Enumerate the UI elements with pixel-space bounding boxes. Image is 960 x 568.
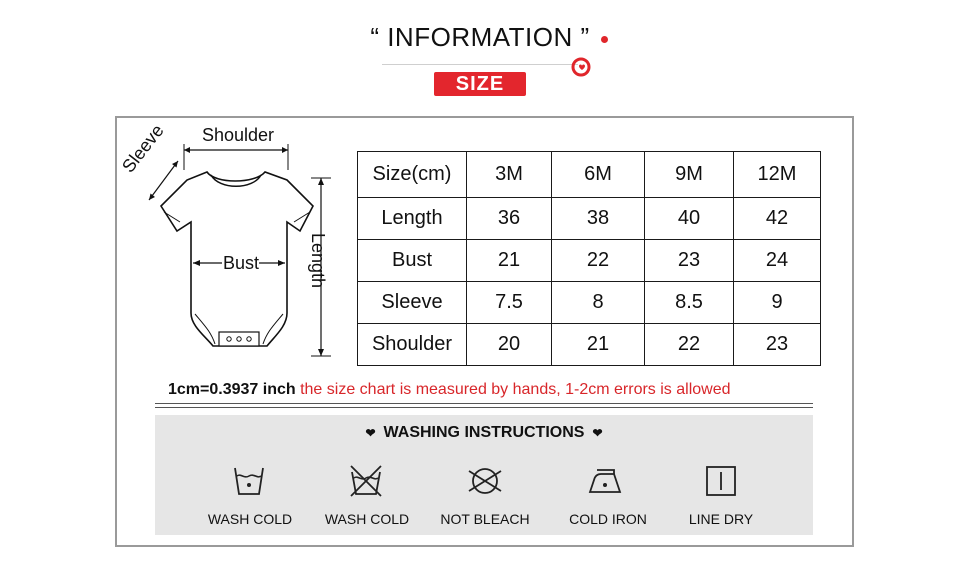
wash-cold-icon <box>230 462 268 500</box>
header-cell: 6M <box>552 152 645 198</box>
wash-label: NOT BLEACH <box>440 511 530 527</box>
table-cell: 8 <box>552 282 645 324</box>
header-cell: 9M <box>645 152 734 198</box>
header-cell: 3M <box>467 152 552 198</box>
page-title: “ INFORMATION ” <box>370 22 590 52</box>
no-bleach-icon <box>466 462 504 500</box>
washing-title-text: WASHING INSTRUCTIONS <box>383 424 585 441</box>
table-cell: 24 <box>734 240 821 282</box>
table-row <box>358 198 821 240</box>
heart-icon: ❤ <box>592 426 603 440</box>
table-cell: 21 <box>552 324 645 366</box>
heart-icon <box>570 55 594 77</box>
disclaimer-text: the size chart is measured by hands, 1-2cm errors is allowed <box>295 381 731 398</box>
red-dot-icon <box>601 36 608 43</box>
length-label: Length <box>308 233 328 289</box>
wash-label: WASH COLD <box>207 511 293 527</box>
row-label: Length <box>358 198 467 240</box>
conversion-text: 1cm=0.3937 inch <box>168 381 296 398</box>
table-row <box>358 240 821 282</box>
header-cell: 12M <box>734 152 821 198</box>
divider-line <box>155 403 813 404</box>
header-cell: Size(cm) <box>358 152 467 198</box>
bust-label: Bust <box>223 253 260 273</box>
table-cell: 22 <box>552 240 645 282</box>
sleeve-label: Sleeve <box>118 120 168 177</box>
table-cell: 23 <box>645 240 734 282</box>
line-dry-icon <box>702 462 740 500</box>
table-cell: 20 <box>467 324 552 366</box>
size-chart-table <box>357 151 821 366</box>
table-row <box>358 282 821 324</box>
size-badge: SIZE <box>434 72 526 96</box>
wash-label: WASH COLD <box>324 511 410 527</box>
table-cell: 21 <box>467 240 552 282</box>
table-row <box>358 324 821 366</box>
table-cell: 38 <box>552 198 645 240</box>
table-cell: 40 <box>645 198 734 240</box>
table-cell: 9 <box>734 282 821 324</box>
shoulder-label: Shoulder <box>202 125 275 145</box>
conversion-note <box>168 381 731 399</box>
row-label: Sleeve <box>358 282 467 324</box>
row-label: Bust <box>358 240 467 282</box>
table-cell: 8.5 <box>645 282 734 324</box>
wash-label: COLD IRON <box>569 511 647 527</box>
table-header-row <box>358 152 821 198</box>
divider-line <box>155 407 813 408</box>
table-cell: 7.5 <box>467 282 552 324</box>
table-cell: 22 <box>645 324 734 366</box>
wash-label: LINE DRY <box>688 511 754 527</box>
title-divider <box>382 64 578 65</box>
do-not-wash-icon <box>347 462 385 500</box>
row-label: Shoulder <box>358 324 467 366</box>
table-cell: 42 <box>734 198 821 240</box>
heart-icon: ❤ <box>365 426 376 440</box>
washing-title <box>155 424 813 442</box>
table-cell: 36 <box>467 198 552 240</box>
table-cell: 23 <box>734 324 821 366</box>
cold-iron-icon <box>587 462 625 500</box>
